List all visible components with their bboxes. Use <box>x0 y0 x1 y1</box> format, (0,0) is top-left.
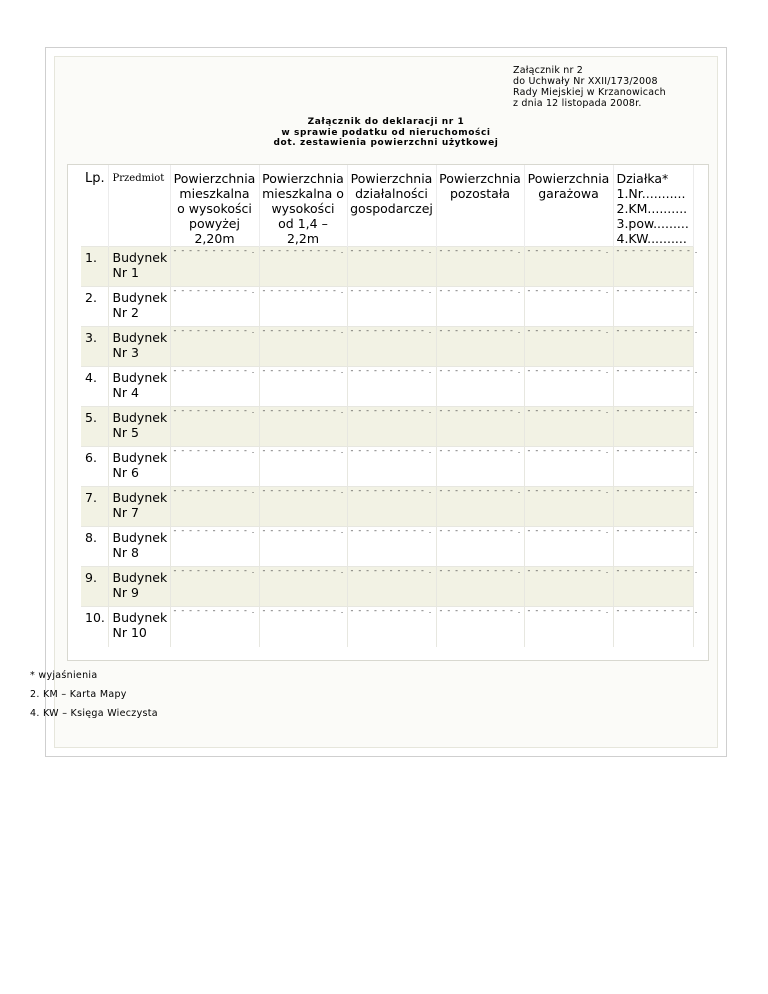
area-value-field[interactable] <box>259 287 347 327</box>
heading-line: Załącznik do deklaracji nr 1 <box>307 117 465 127</box>
area-value-field[interactable] <box>347 327 436 367</box>
row-number: 5. <box>81 407 108 447</box>
header-line: powyżej <box>189 216 240 231</box>
placeholder-dots: - - - - - - - - - - . <box>527 566 610 575</box>
heading-line: dot. zestawienia powierzchni użytkowej <box>273 138 499 148</box>
header-line: pozostała <box>449 186 511 201</box>
area-value-field[interactable] <box>436 527 524 567</box>
table-row <box>81 407 693 447</box>
placeholder-dots: - - - - - - - - - - . <box>616 446 699 455</box>
header-business <box>347 165 436 247</box>
placeholder-dots: - - - - - - - - - - . <box>173 246 256 255</box>
placeholder-dots: - - - - - - - - - - . <box>262 366 345 375</box>
row-number: 6. <box>81 447 108 487</box>
placeholder-dots: - - - - - - - - - - . <box>173 406 256 415</box>
table-row <box>81 487 693 527</box>
area-value-field[interactable] <box>613 526 699 567</box>
row-item-line: Nr 10 <box>112 625 147 640</box>
row-item <box>108 607 170 647</box>
area-value-field[interactable] <box>170 527 259 567</box>
area-value-field[interactable] <box>259 327 347 367</box>
area-value-field[interactable] <box>170 567 259 607</box>
header-residential-mid <box>259 165 347 247</box>
area-value-field[interactable] <box>170 607 259 647</box>
table-row <box>81 287 693 327</box>
placeholder-dots: - - - - - - - - - - . <box>350 286 433 295</box>
placeholder-dots: - - - - - - - - - - . <box>262 406 345 415</box>
area-value-field[interactable] <box>524 447 613 487</box>
table-header-row <box>81 165 693 247</box>
area-value-field[interactable] <box>436 447 524 487</box>
area-value-field[interactable] <box>524 287 613 327</box>
header-line: o wysokości <box>177 201 252 216</box>
header-line: działalności <box>355 186 428 201</box>
row-item-line: Nr 4 <box>112 385 139 400</box>
placeholder-dots: - - - - - - - - - - . <box>439 406 522 415</box>
row-item-line: Nr 5 <box>112 425 139 440</box>
area-value-field[interactable] <box>347 247 436 287</box>
row-item-line: Nr 1 <box>112 265 139 280</box>
area-value-field[interactable] <box>259 527 347 567</box>
placeholder-dots: - - - - - - - - - - . <box>262 606 345 615</box>
area-value-field[interactable] <box>613 566 699 607</box>
header-item: Przedmiot <box>108 165 170 247</box>
area-value-field[interactable] <box>613 246 699 287</box>
placeholder-dots: - - - - - - - - - - . <box>350 486 433 495</box>
row-item-line: Nr 9 <box>112 585 139 600</box>
row-number: 10. <box>81 607 108 647</box>
area-value-field[interactable] <box>347 527 436 567</box>
area-value-field[interactable] <box>524 567 613 607</box>
header-line: 2,20m <box>194 231 235 246</box>
header-line: Powierzchnia <box>439 171 521 186</box>
placeholder-dots: - - - - - - - - - - . <box>173 526 256 535</box>
header-line: 2,2m <box>286 231 320 246</box>
row-item <box>108 407 170 447</box>
document-page <box>54 56 718 748</box>
area-value-field[interactable] <box>436 367 524 407</box>
area-value-field[interactable] <box>524 247 613 287</box>
table-row <box>81 327 693 367</box>
placeholder-dots: - - - - - - - - - - . <box>616 366 699 375</box>
area-value-field[interactable] <box>170 407 259 447</box>
placeholder-dots: - - - - - - - - - - . <box>527 326 610 335</box>
placeholder-dots: - - - - - - - - - - . <box>616 326 699 335</box>
area-value-field[interactable] <box>613 406 699 447</box>
area-value-field[interactable] <box>347 287 436 327</box>
placeholder-dots: - - - - - - - - - - . <box>616 246 699 255</box>
area-value-field[interactable] <box>347 487 436 527</box>
footnote-title: * wyjaśnienia <box>30 670 98 681</box>
table-row <box>81 447 693 487</box>
row-item-line: Budynek <box>112 450 168 465</box>
area-value-field[interactable] <box>347 367 436 407</box>
row-item-line: Budynek <box>112 610 168 625</box>
area-value-field[interactable] <box>613 366 699 407</box>
attachment-note-line: Załącznik nr 2 <box>513 65 584 76</box>
header-residential-high <box>170 165 259 247</box>
row-number: 3. <box>81 327 108 367</box>
header-line: Powierzchnia <box>173 171 256 186</box>
header-garage <box>524 165 613 247</box>
row-item-line: Budynek <box>112 250 168 265</box>
area-value-field[interactable] <box>170 367 259 407</box>
row-item <box>108 567 170 607</box>
placeholder-dots: - - - - - - - - - - . <box>616 286 699 295</box>
row-item-line: Nr 2 <box>112 305 139 320</box>
table-row <box>81 527 693 567</box>
row-number: 4. <box>81 367 108 407</box>
area-value-field[interactable] <box>613 446 699 487</box>
area-value-field[interactable] <box>524 527 613 567</box>
placeholder-dots: - - - - - - - - - - . <box>350 406 433 415</box>
heading-line: w sprawie podatku od nieruchomości <box>281 127 491 138</box>
row-item-line: Budynek <box>112 490 168 505</box>
placeholder-dots: - - - - - - - - - - . <box>439 366 522 375</box>
placeholder-dots: - - - - - - - - - - . <box>350 606 433 615</box>
placeholder-dots: - - - - - - - - - - . <box>173 286 256 295</box>
area-value-field[interactable] <box>436 247 524 287</box>
placeholder-dots: - - - - - - - - - - . <box>173 326 256 335</box>
row-item-line: Budynek <box>112 570 168 585</box>
placeholder-dots: - - - - - - - - - - . <box>527 366 610 375</box>
area-value-field[interactable] <box>524 607 613 647</box>
placeholder-dots: - - - - - - - - - - . <box>527 246 610 255</box>
area-value-field[interactable] <box>170 287 259 327</box>
attachment-note <box>513 65 666 109</box>
area-value-field[interactable] <box>436 287 524 327</box>
table-body <box>81 246 699 647</box>
placeholder-dots: - - - - - - - - - - . <box>173 486 256 495</box>
form-heading <box>55 117 717 149</box>
placeholder-dots: - - - - - - - - - - . <box>527 286 610 295</box>
header-line: 1.Nr........... <box>616 186 686 201</box>
placeholder-dots: - - - - - - - - - - . <box>439 526 522 535</box>
placeholder-dots: - - - - - - - - - - . <box>173 446 256 455</box>
row-number: 8. <box>81 527 108 567</box>
row-item-line: Budynek <box>112 290 168 305</box>
area-value-field[interactable] <box>170 247 259 287</box>
placeholder-dots: - - - - - - - - - - . <box>350 246 433 255</box>
row-item-line: Budynek <box>112 370 168 385</box>
header-line: garażowa <box>538 186 599 201</box>
header-line: mieszkalna o <box>262 186 344 201</box>
placeholder-dots: - - - - - - - - - - . <box>439 286 522 295</box>
area-value-field[interactable] <box>170 487 259 527</box>
area-value-field[interactable] <box>436 567 524 607</box>
row-item-line: Budynek <box>112 330 168 345</box>
header-line: gospodarczej <box>350 201 433 216</box>
area-value-field[interactable] <box>259 567 347 607</box>
row-item <box>108 327 170 367</box>
attachment-note-line: Rady Miejskiej w Krzanowicach <box>513 87 666 98</box>
header-line: 3.pow......... <box>616 216 689 231</box>
header-lp: Lp. <box>81 165 108 247</box>
page-frame <box>45 47 727 757</box>
table-row <box>81 607 693 647</box>
attachment-note-line: z dnia 12 listopada 2008r. <box>513 98 642 109</box>
placeholder-dots: - - - - - - - - - - . <box>350 366 433 375</box>
table-row <box>81 567 693 607</box>
area-value-field[interactable] <box>613 486 699 527</box>
area-value-field[interactable] <box>347 567 436 607</box>
placeholder-dots: - - - - - - - - - - . <box>527 486 610 495</box>
row-number: 1. <box>81 247 108 287</box>
area-value-field[interactable] <box>170 447 259 487</box>
header-line: Powierzchnia <box>350 171 433 186</box>
footnote-kw: 4. KW – Księga Wieczysta <box>30 708 158 719</box>
row-item <box>108 447 170 487</box>
placeholder-dots: - - - - - - - - - - . <box>262 286 345 295</box>
header-line: mieszkalna <box>179 186 250 201</box>
row-number: 7. <box>81 487 108 527</box>
area-value-field[interactable] <box>524 367 613 407</box>
placeholder-dots: - - - - - - - - - - . <box>527 606 610 615</box>
placeholder-dots: - - - - - - - - - - . <box>262 486 345 495</box>
placeholder-dots: - - - - - - - - - - . <box>173 566 256 575</box>
area-value-field[interactable] <box>613 286 699 327</box>
area-value-field[interactable] <box>524 407 613 447</box>
placeholder-dots: - - - - - - - - - - . <box>527 406 610 415</box>
placeholder-dots: - - - - - - - - - - . <box>616 606 699 615</box>
header-other <box>436 165 524 247</box>
area-value-field[interactable] <box>259 447 347 487</box>
placeholder-dots: - - - - - - - - - - . <box>527 446 610 455</box>
attachment-note-line: do Uchwały Nr XXII/173/2008 <box>513 76 658 87</box>
row-item-line: Nr 7 <box>112 505 139 520</box>
placeholder-dots: - - - - - - - - - - . <box>616 486 699 495</box>
placeholder-dots: - - - - - - - - - - . <box>527 526 610 535</box>
header-line: Powierzchnia <box>262 171 344 186</box>
placeholder-dots: - - - - - - - - - - . <box>350 566 433 575</box>
area-value-field[interactable] <box>259 247 347 287</box>
placeholder-dots: - - - - - - - - - - . <box>350 526 433 535</box>
area-value-field[interactable] <box>436 607 524 647</box>
placeholder-dots: - - - - - - - - - - . <box>439 246 522 255</box>
area-value-field[interactable] <box>613 606 699 647</box>
placeholder-dots: - - - - - - - - - - . <box>439 606 522 615</box>
table-row <box>81 367 693 407</box>
placeholder-dots: - - - - - - - - - - . <box>350 326 433 335</box>
row-number: 9. <box>81 567 108 607</box>
row-item-line: Nr 3 <box>112 345 139 360</box>
placeholder-dots: - - - - - - - - - - . <box>616 406 699 415</box>
area-value-field[interactable] <box>259 607 347 647</box>
area-value-field[interactable] <box>347 607 436 647</box>
area-value-field[interactable] <box>347 407 436 447</box>
placeholder-dots: - - - - - - - - - - . <box>262 526 345 535</box>
header-plot <box>613 165 693 247</box>
placeholder-dots: - - - - - - - - - - . <box>616 566 699 575</box>
footnote-km: 2. KM – Karta Mapy <box>30 689 127 700</box>
area-value-field[interactable] <box>347 447 436 487</box>
area-value-field[interactable] <box>436 327 524 367</box>
row-item <box>108 247 170 287</box>
row-item-line: Nr 8 <box>112 545 139 560</box>
header-line: od 1,4 – <box>278 216 328 231</box>
row-item-line: Budynek <box>112 530 168 545</box>
header-line: 2.KM.......... <box>616 201 688 216</box>
area-value-field[interactable] <box>170 327 259 367</box>
placeholder-dots: - - - - - - - - - - . <box>262 446 345 455</box>
header-line: Działka* <box>616 171 669 186</box>
placeholder-dots: - - - - - - - - - - . <box>616 526 699 535</box>
row-item <box>108 367 170 407</box>
placeholder-dots: - - - - - - - - - - . <box>173 366 256 375</box>
header-line: 4.KW.......... <box>616 231 687 246</box>
placeholder-dots: - - - - - - - - - - . <box>262 326 345 335</box>
row-number: 2. <box>81 287 108 327</box>
placeholder-dots: - - - - - - - - - - . <box>439 486 522 495</box>
area-value-field[interactable] <box>613 326 699 367</box>
area-value-field[interactable] <box>436 407 524 447</box>
placeholder-dots: - - - - - - - - - - . <box>350 446 433 455</box>
area-value-field[interactable] <box>259 407 347 447</box>
row-item <box>108 527 170 567</box>
header-line: Powierzchnia <box>527 171 610 186</box>
header-line: wysokości <box>271 201 335 216</box>
area-value-field[interactable] <box>524 487 613 527</box>
area-value-field[interactable] <box>436 487 524 527</box>
placeholder-dots: - - - - - - - - - - . <box>439 566 522 575</box>
table-container <box>67 164 709 661</box>
row-item <box>108 287 170 327</box>
table-row <box>81 247 693 287</box>
placeholder-dots: - - - - - - - - - - . <box>439 326 522 335</box>
area-table <box>81 165 699 647</box>
placeholder-dots: - - - - - - - - - - . <box>262 566 345 575</box>
row-item-line: Nr 6 <box>112 465 139 480</box>
area-value-field[interactable] <box>259 367 347 407</box>
area-value-field[interactable] <box>259 487 347 527</box>
placeholder-dots: - - - - - - - - - - . <box>439 446 522 455</box>
row-item-line: Budynek <box>112 410 168 425</box>
row-item <box>108 487 170 527</box>
area-value-field[interactable] <box>524 327 613 367</box>
placeholder-dots: - - - - - - - - - - . <box>262 246 345 255</box>
placeholder-dots: - - - - - - - - - - . <box>173 606 256 615</box>
